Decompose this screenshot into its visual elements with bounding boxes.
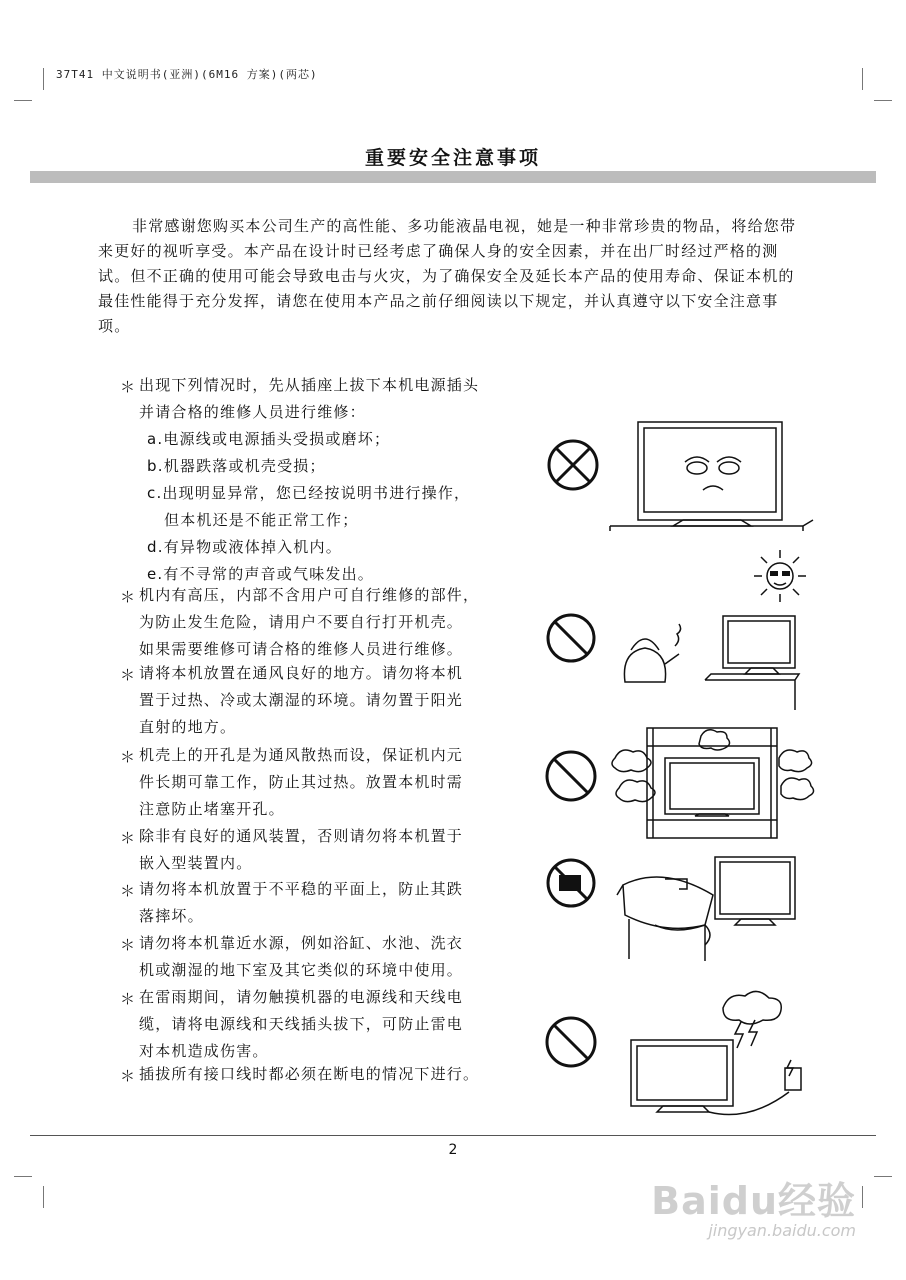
illustration-broken-tv: [545, 418, 815, 533]
crop-mark: [874, 1176, 892, 1177]
bullet-star: ＊: [120, 829, 136, 847]
safety-item-line: 为防止发生危险，请用户不要自行打开机壳。: [139, 613, 464, 631]
safety-item-line: 机壳上的开孔是为通风散热而设，保证机内元: [139, 746, 464, 764]
safety-subitem-line: 但本机还是不能正常工作；: [164, 511, 359, 529]
title-bar: [30, 171, 876, 183]
illustration-ventilation-tv: [545, 728, 805, 838]
prohibition-cross-icon: [549, 441, 597, 489]
safety-subitem-line: c.出现明显异常，您已经按说明书进行操作，: [147, 484, 471, 502]
bullet-star: ＊: [120, 1067, 136, 1085]
safety-item-line: 请勿将本机放置于不平稳的平面上，防止其跌: [139, 880, 464, 898]
safety-item-line: 注意防止堵塞开孔。: [139, 800, 285, 818]
page-number: 2: [448, 1142, 458, 1158]
safety-subitem-line: b.机器跌落或机壳受损；: [147, 457, 326, 475]
crop-mark: [43, 1186, 44, 1208]
safety-item-line: 插拔所有接口线时都必须在断电的情况下进行。: [139, 1065, 480, 1083]
crop-mark: [14, 1176, 32, 1177]
safety-item-line: 请勿将本机靠近水源，例如浴缸、水池、洗衣: [139, 934, 464, 952]
kettle-icon: [624, 624, 680, 682]
bullet-star: ＊: [120, 588, 136, 606]
safety-item-line: 出现下列情况时，先从插座上拔下本机电源插头: [139, 376, 480, 394]
bullet-star: ＊: [120, 666, 136, 684]
page-title: 重要安全注意事项: [364, 147, 541, 169]
watermark-logo: Baidu经验: [651, 1179, 856, 1223]
safety-item-line: 机内有高压，内部不含用户可自行维修的部件，: [139, 586, 480, 604]
safety-item-line: 缆，请将电源线和天线插头拔下，可防止雷电: [139, 1015, 464, 1033]
footer-rule: [30, 1135, 876, 1136]
prohibition-icon: [548, 615, 594, 661]
intro-paragraph: 非常感谢您购买本公司生产的高性能、多功能液晶电视，她是一种非常珍贵的物品，将给您带来更好的视听享受。本产品在设计时已经考虑了确保人身的安全因素，并在出厂时经过严格的测试。但不正确的使用可能会导致电击与火灾，为了确保安全及延长本产品的使用寿命、保证本机的最佳性能得于充分发挥，请您在使用本产品之前仔细阅读以下规定，并认真遵守以下安全注意事项。: [98, 217, 797, 335]
crop-mark: [862, 1186, 863, 1208]
bullet-star: ＊: [120, 378, 136, 396]
prohibition-icon: [547, 1018, 595, 1066]
bullet-star: ＊: [120, 936, 136, 954]
safety-item-line: 置于过热、冷或太潮湿的环境。请勿置于阳光: [139, 691, 464, 709]
safety-item-line: 如果需要维修可请合格的维修人员进行维修。: [139, 640, 464, 658]
safety-item-line: 除非有良好的通风装置，否则请勿将本机置于: [139, 827, 464, 845]
bullet-star: ＊: [120, 882, 136, 900]
safety-subitem-line: d.有异物或液体掉入机内。: [147, 538, 342, 556]
illustration-water-tv: [545, 855, 805, 965]
safety-item-line: 对本机造成伤害。: [139, 1042, 269, 1060]
sun-icon: [752, 548, 808, 604]
illustration-thunderstorm-tv: [545, 988, 815, 1118]
safety-item-line: 直射的地方。: [139, 718, 237, 736]
safety-subitem-line: e.有不寻常的声音或气味发出。: [147, 565, 374, 583]
crop-mark: [43, 68, 44, 90]
safety-item-line: 件长期可靠工作，防止其过热。放置本机时需: [139, 773, 464, 791]
safety-item-line: 嵌入型装置内。: [139, 854, 253, 872]
bullet-star: ＊: [120, 748, 136, 766]
illustration-heat-tv: [545, 612, 805, 710]
prohibition-icon: [547, 752, 595, 800]
watermark: [651, 1170, 856, 1240]
safety-item-line: 并请合格的维修人员进行维修：: [139, 403, 366, 421]
crop-mark: [874, 100, 892, 101]
watermark-url: jingyan.baidu.com: [708, 1221, 856, 1240]
bullet-star: ＊: [120, 990, 136, 1008]
document-header: 37T41 中文说明书(亚洲)(6M16 方案)(两芯): [56, 68, 318, 81]
safety-subitem-line: a.电源线或电源插头受损或磨坏；: [147, 430, 391, 448]
crop-mark: [862, 68, 863, 90]
safety-item-line: 落摔坏。: [139, 907, 204, 925]
safety-item-line: 请将本机放置在通风良好的地方。请勿将本机: [139, 664, 464, 682]
safety-item-line: 机或潮湿的地下室及其它类似的环境中使用。: [139, 961, 464, 979]
safety-item-line: 在雷雨期间，请勿触摸机器的电源线和天线电: [139, 988, 464, 1006]
crop-mark: [14, 100, 32, 101]
